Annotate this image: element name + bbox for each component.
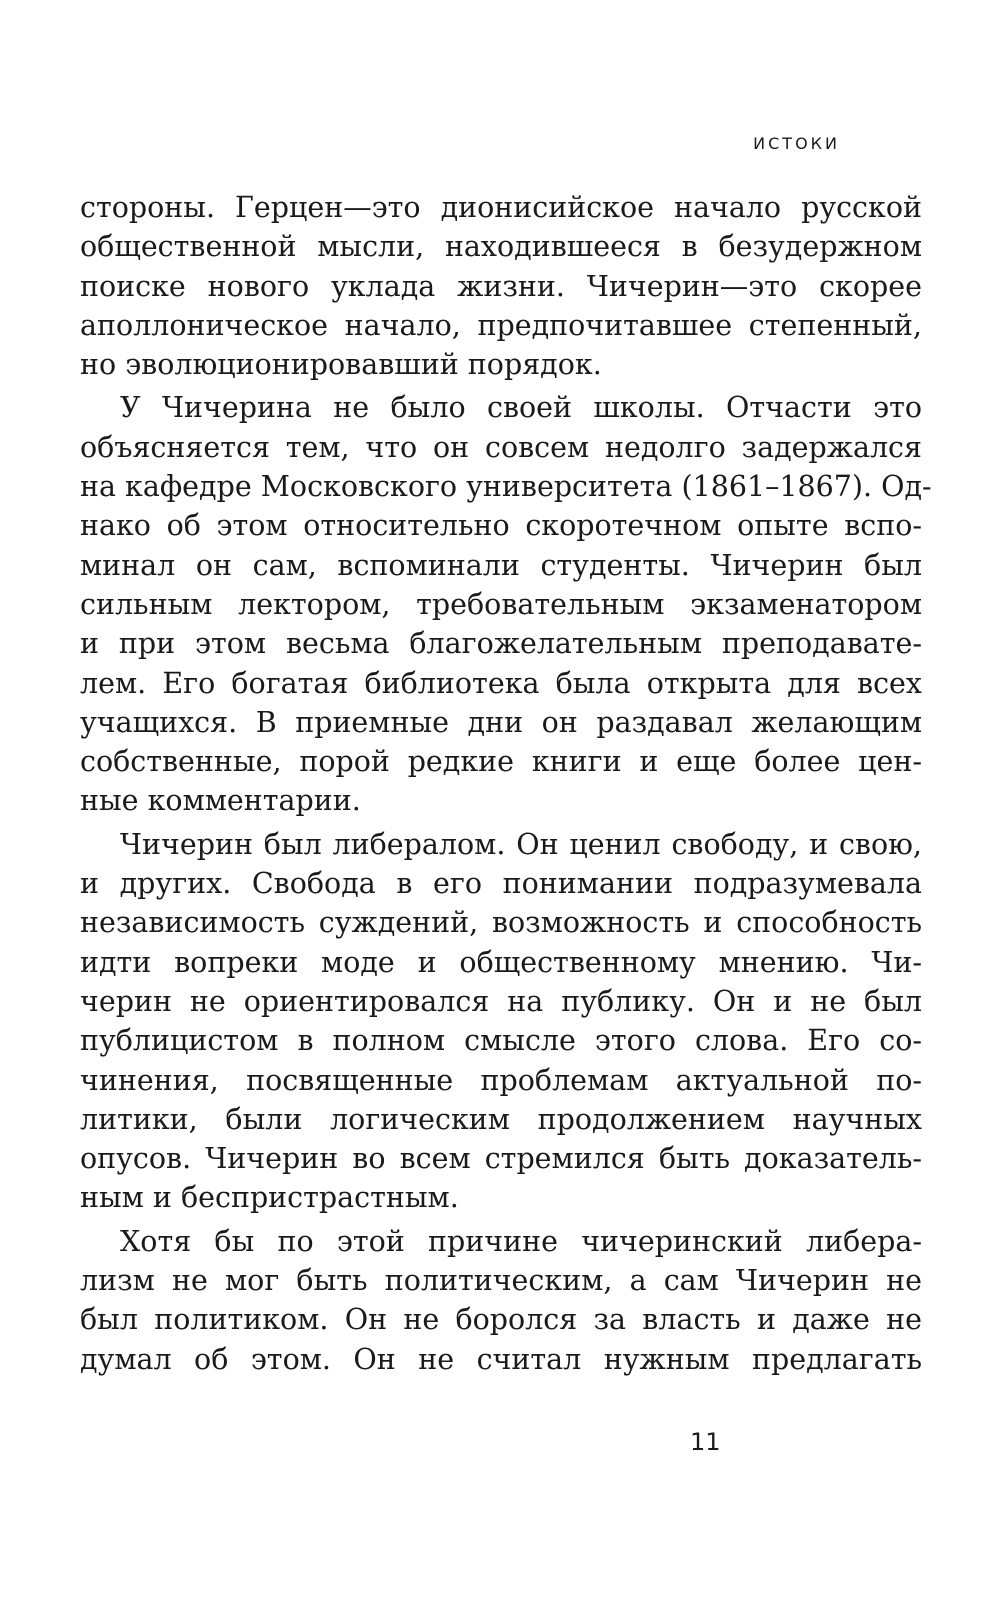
text-line: и при этом весьма благожелательным преподавате- — [80, 627, 922, 661]
text-line: сильным лектором, требовательным экзаменатором — [80, 587, 922, 621]
text-line: Хотя бы по этой причине чичеринский либера- — [120, 1224, 922, 1258]
text-line: У Чичерина не было своей школы. Отчасти это — [120, 391, 922, 425]
text-line: общественной мысли, находившееся в безудержном — [80, 230, 922, 264]
text-line: учащихся. В приемные дни он раздавал желающим — [80, 705, 922, 739]
text-line: на кафедре Московского университета (1861–1867). Од- — [80, 470, 932, 504]
text-line: публицистом в полном смысле этого слова. Его со- — [80, 1024, 922, 1058]
text-line: объясняется тем, что он совсем недолго задержался — [80, 430, 922, 464]
text-line: стороны. Герцен—это дионисийское начало русской — [80, 191, 922, 224]
paragraph — [80, 188, 922, 384]
text-line: идти вопреки моде и общественному мнению. Чи- — [80, 945, 922, 979]
text-line: аполлоническое начало, предпочитавшее степенный, — [80, 308, 922, 342]
text-line: опусов. Чичерин во всем стремился быть доказатель- — [80, 1142, 922, 1176]
text-line: но эволюционировавший порядок. — [80, 348, 602, 382]
text-line: лизм не мог быть политическим, а сам Чичерин не — [80, 1264, 922, 1298]
text-line: думал об этом. Он не считал нужным предлагать — [80, 1342, 922, 1376]
text-line: черин не ориентировался на публику. Он и не был — [80, 984, 922, 1018]
paragraph — [80, 388, 932, 820]
text-line: ные комментарии. — [80, 784, 361, 818]
body-text — [80, 188, 932, 1383]
text-line: минал он сам, вспоминали студенты. Чичерин был — [80, 548, 922, 582]
text-line: собственные, порой редкие книги и еще более цен- — [80, 745, 922, 779]
paragraph — [80, 825, 922, 1218]
paragraph — [80, 1222, 922, 1379]
text-line: чинения, посвященные проблемам актуальной по- — [80, 1063, 922, 1097]
text-line: Чичерин был либералом. Он ценил свободу, и свою, — [120, 827, 922, 861]
text-line: был политиком. Он не боролся за власть и даже не — [80, 1303, 922, 1337]
page-number: 11 — [690, 1428, 721, 1456]
text-line: ным и беспристрастным. — [80, 1181, 459, 1215]
running-title: ИСТОКИ — [753, 134, 840, 153]
text-line: литики, были логическим продолжением научных — [80, 1102, 922, 1136]
text-line: поиске нового уклада жизни. Чичерин—это скорее — [80, 269, 922, 303]
text-line: независимость суждений, возможность и способность — [80, 906, 922, 940]
text-line: нако об этом относительно скоротечном опыте вспо- — [80, 509, 922, 543]
text-line: лем. Его богатая библиотека была открыта для всех — [80, 666, 922, 700]
text-line: и других. Свобода в его понимании подразумевала — [80, 867, 922, 901]
